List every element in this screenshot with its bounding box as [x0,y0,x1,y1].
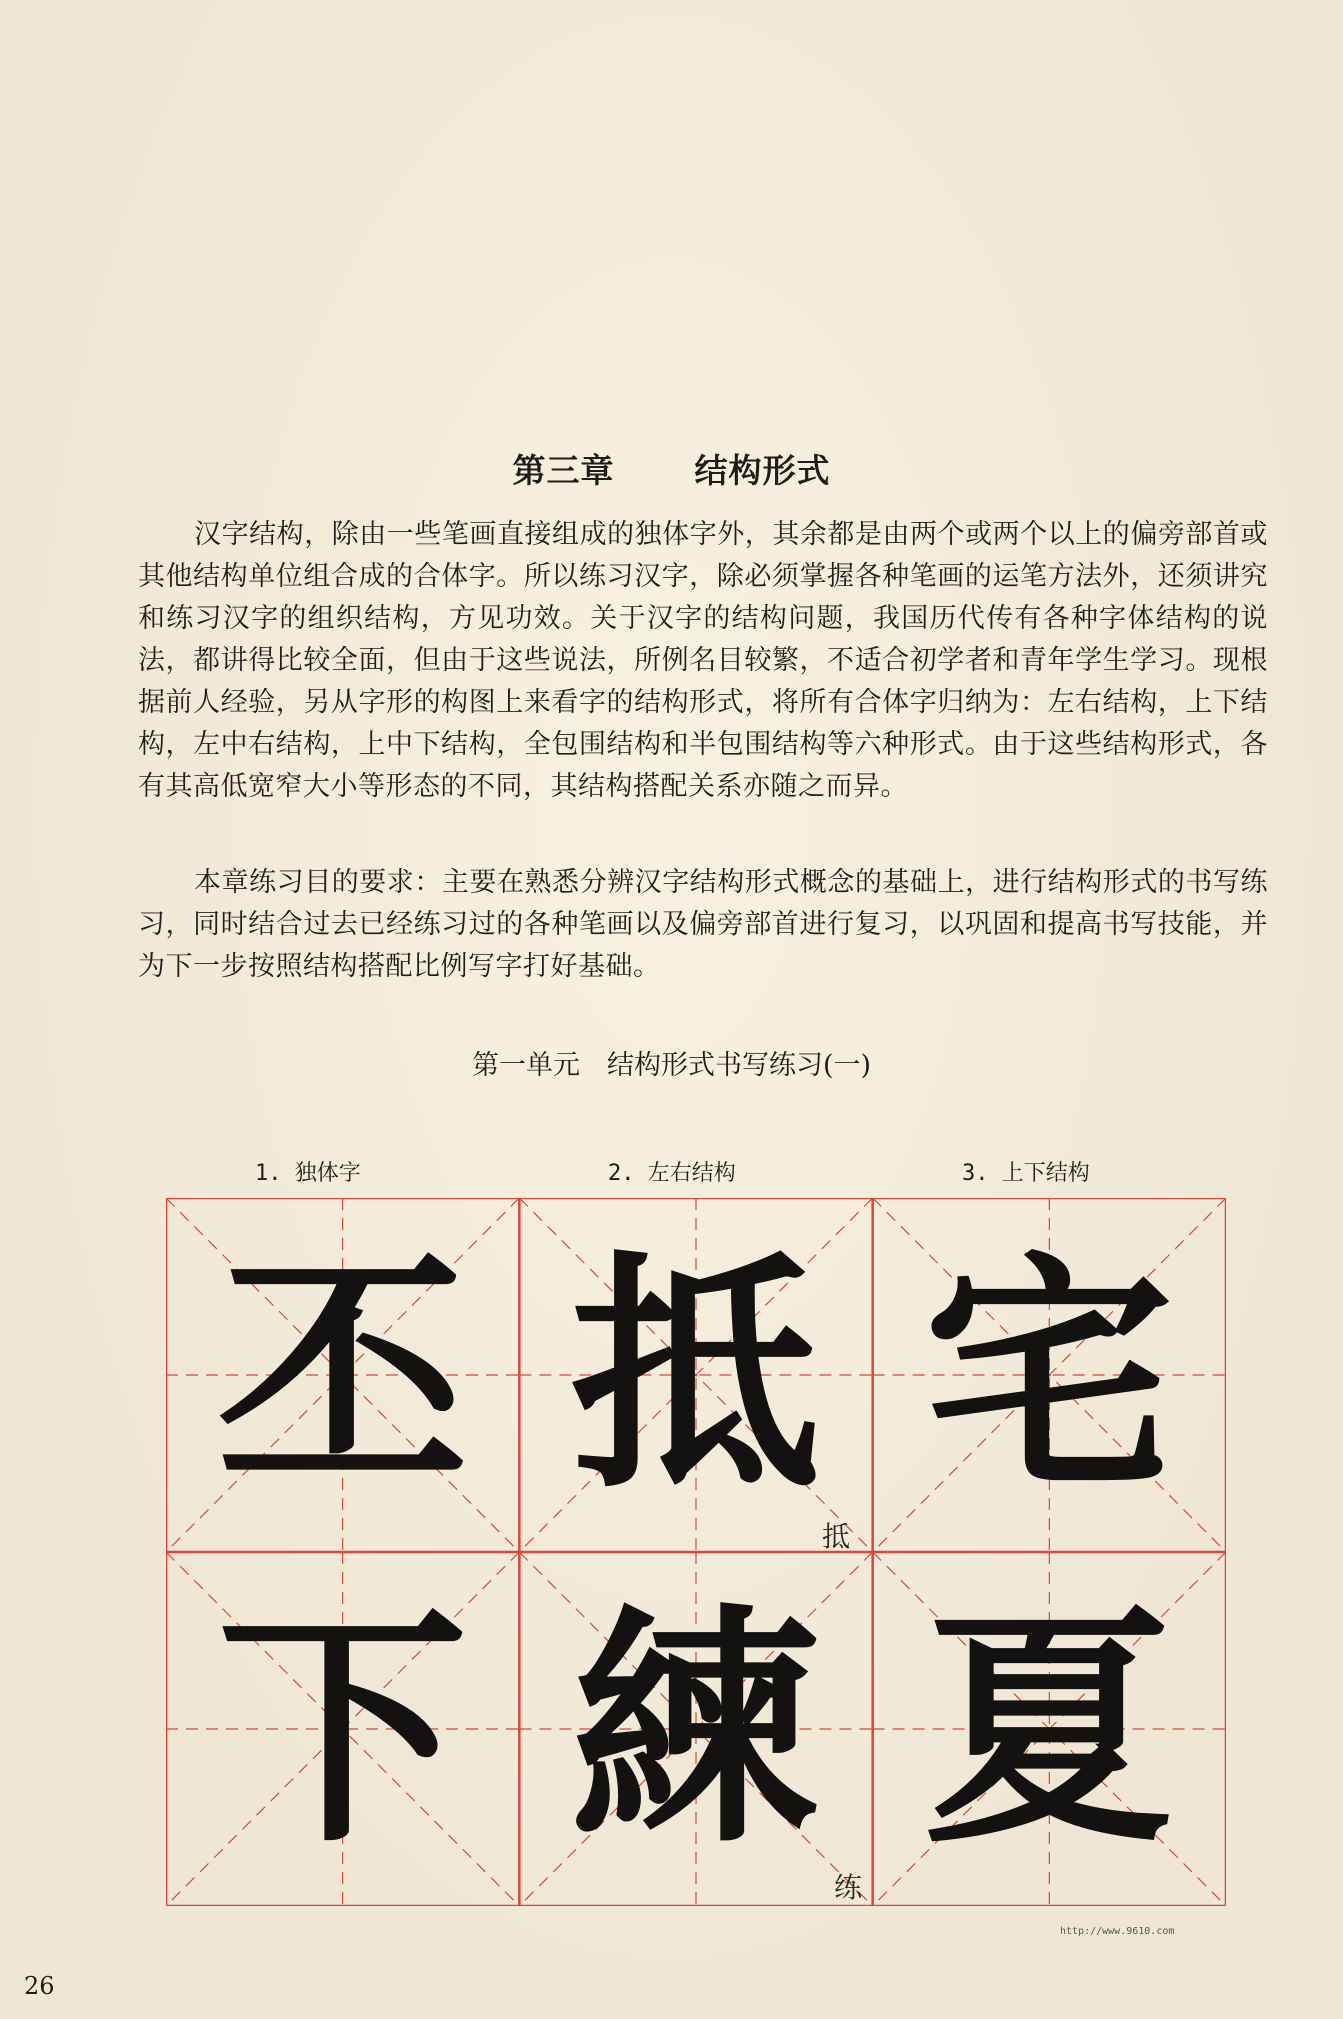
column-label-2: 2. 左右结构 [608,1161,736,1186]
grid-cell-r1c1 [166,1198,519,1552]
simplified-note: 抵 [822,1520,851,1553]
calligraphy-char: 丕 [217,1228,468,1522]
grid-cell-r2c2 [519,1552,872,1906]
unit-title: 第一单元 结构形式书写练习(一) [471,1050,872,1081]
calligraphy-char: 宅 [923,1228,1174,1522]
grid-cell-r1c2 [519,1198,872,1552]
objectives-paragraph [138,862,1268,988]
intro-paragraph-text: 汉字结构，除由一些笔画直接组成的独体字外，其余都是由两个或两个以上的偏旁部首或其他结构单位组合成的合体字。所以练习汉字，除必须掌握各种笔画的运笔方法外，还须讲究和练习汉字的组织结构，方见功效。关于汉字的结构问题，我国历代传有各种字体结构的说法，都讲得比较全面，但由于这些说法，所例名目较繁，不适合初学者和青年学生学习。现根据前人经验，另从字形的构图上来看字的结构形式，将所有合体字归纳为：左右结构，上下结构，左中右结构，上中下结构，全包围结构和半包围结构等六种形式。由于这些结构形式，各有其高低宽窄大小等形态的不同，其结构搭配关系亦随之而异。 [138,519,1268,802]
practice-grid [166,1198,1226,1906]
grid-cell-r2c3 [872,1552,1225,1906]
objectives-paragraph-text: 本章练习目的要求：主要在熟悉分辨汉字结构形式概念的基础上，进行结构形式的书写练习，同时结合过去已经练习过的各种笔画以及偏旁部首进行复习，以巩固和提高书写技能，并为下一步按照结构搭配比例写字打好基础。 [138,867,1268,982]
chapter-title: 结构形式 [694,451,831,490]
calligraphy-char: 練 [570,1582,821,1876]
watermark: http://www.9610.com [1060,1926,1175,1937]
simplified-note: 练 [834,1871,863,1904]
grid-cell-r1c3 [872,1198,1225,1552]
column-label-1: 1. 独体字 [255,1161,361,1186]
column-label-3: 3. 上下结构 [962,1161,1090,1186]
chapter-label: 第三章 [512,451,615,490]
grid-cell-r2c1 [166,1552,519,1906]
page-number: 26 [24,1972,55,2000]
calligraphy-char: 下 [217,1582,468,1876]
calligraphy-char: 夏 [923,1582,1174,1876]
calligraphy-char: 抵 [570,1228,821,1522]
chapter-heading [0,445,1343,492]
intro-paragraph [138,514,1268,808]
